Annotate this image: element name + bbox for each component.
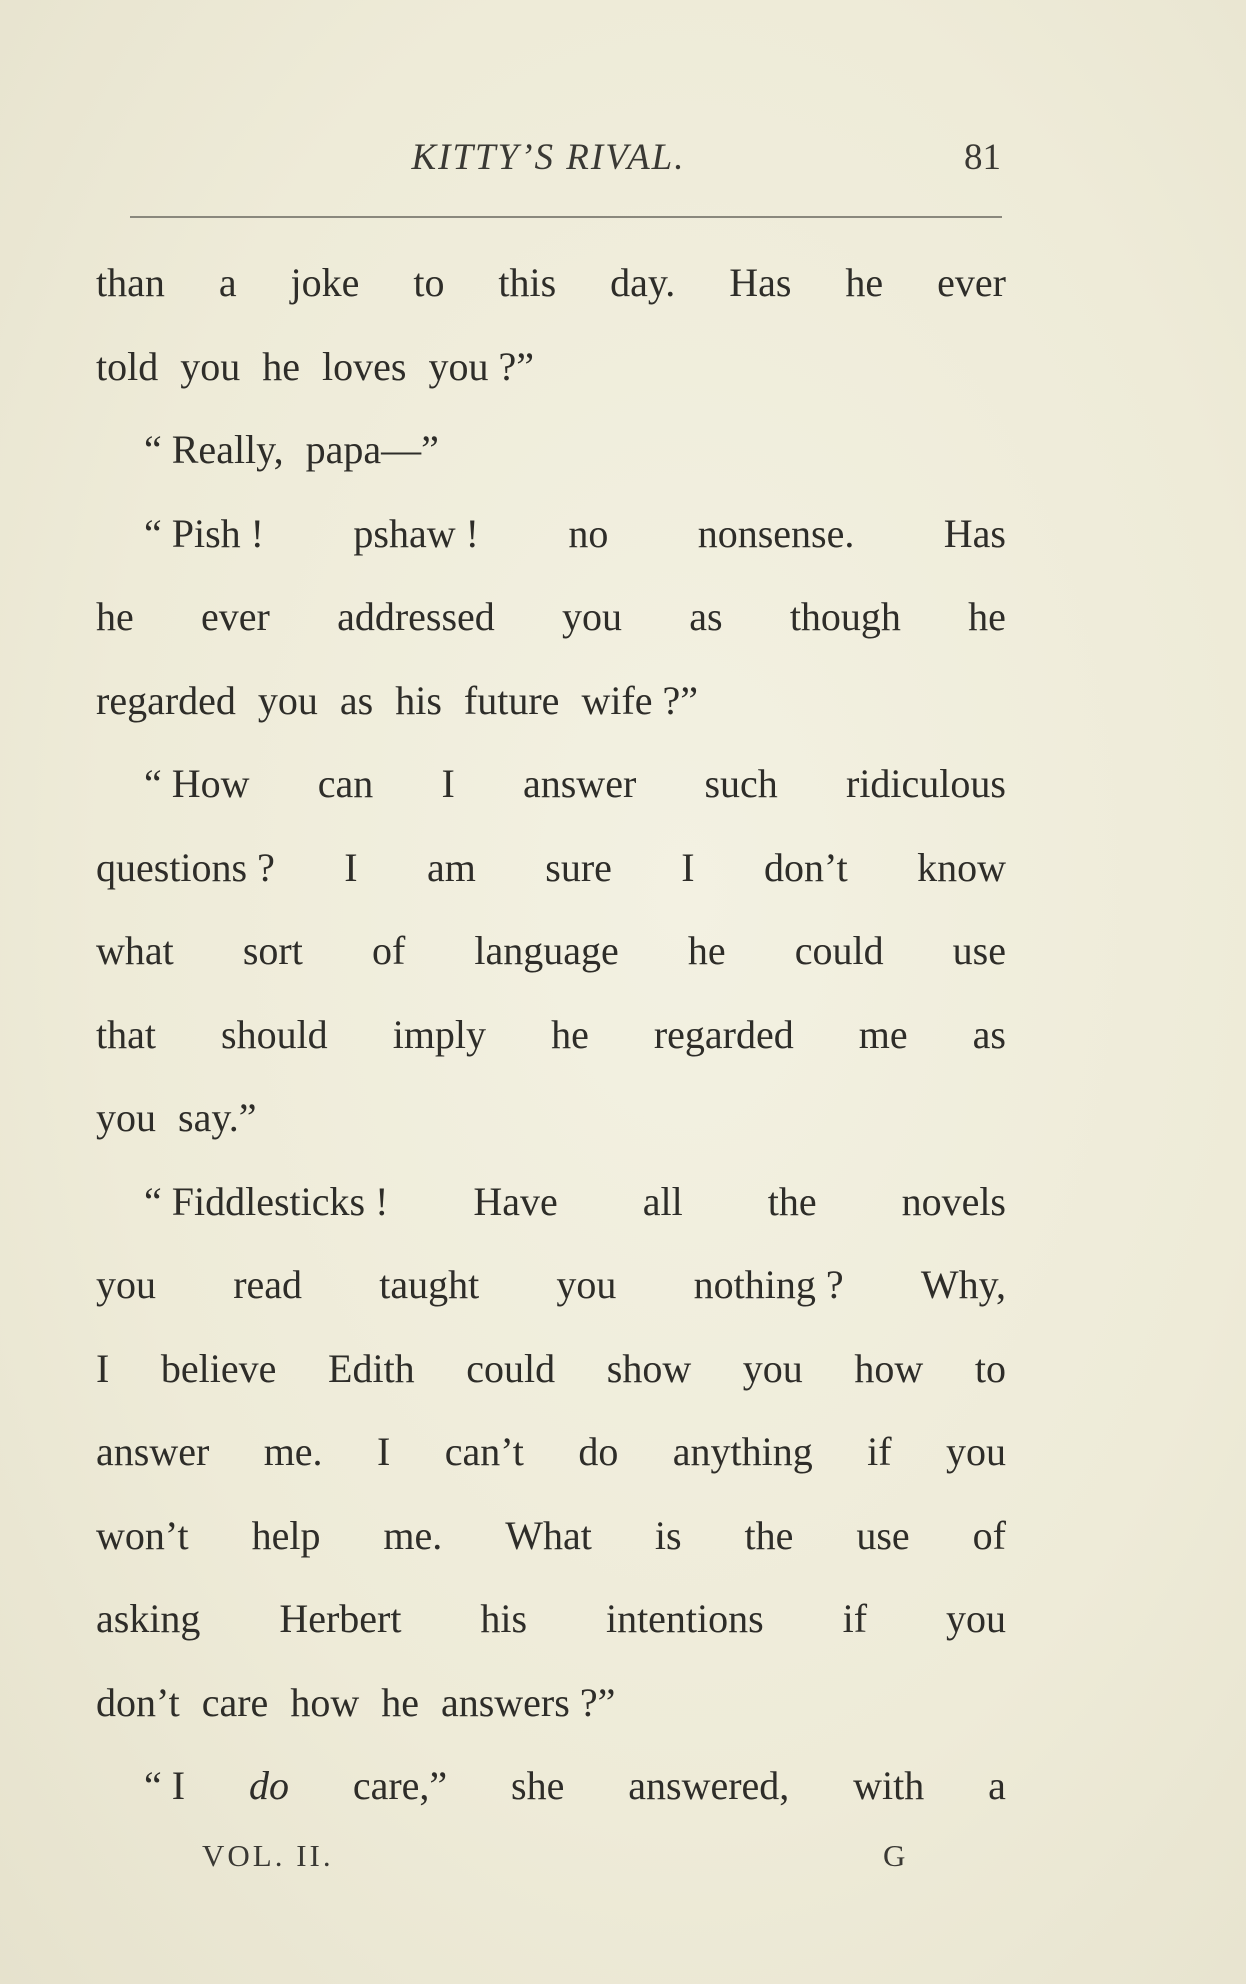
text-word: don’t — [96, 1679, 180, 1725]
text-word: “ Really, — [144, 427, 284, 472]
text-word: anything — [672, 1429, 813, 1474]
text-word: language — [474, 928, 619, 973]
text-word: future — [463, 677, 560, 723]
text-line — [96, 754, 1006, 838]
text-word: imply — [392, 1011, 487, 1057]
text-word: you — [180, 343, 241, 389]
text-word: me. — [383, 1512, 443, 1558]
text-word: “ How — [144, 761, 250, 806]
text-word: how — [290, 1679, 360, 1725]
text-word: know — [917, 844, 1006, 890]
text-word: Has — [729, 260, 792, 305]
text-word: Has — [943, 510, 1006, 556]
text-word: papa—” — [305, 427, 439, 472]
text-word: answers ?” — [440, 1679, 616, 1725]
text-word: as — [339, 677, 374, 723]
text-word: she — [511, 1763, 565, 1808]
text-word: he — [381, 1679, 419, 1725]
text-line — [96, 1756, 1006, 1840]
text-word: use — [856, 1512, 910, 1558]
text-word: care — [201, 1679, 269, 1725]
text-line — [96, 1339, 1006, 1423]
text-word: answered, — [628, 1763, 790, 1808]
text-word: wife ?” — [581, 677, 699, 723]
text-word: Have — [473, 1178, 558, 1224]
text-word: don’t — [764, 844, 848, 890]
text-word: can — [317, 761, 374, 806]
text-word: that — [96, 1011, 156, 1057]
text-word: intentions — [605, 1596, 764, 1641]
text-word: this — [498, 260, 557, 305]
text-word: a — [988, 1763, 1006, 1808]
text-line — [96, 1088, 1006, 1172]
text-word: novels — [901, 1178, 1006, 1224]
text-word: such — [704, 761, 778, 806]
text-line — [96, 838, 1006, 922]
text-word: I — [344, 844, 358, 890]
gathering-signature: G — [883, 1838, 906, 1873]
page-footer — [96, 1838, 1001, 1878]
text-word: he — [845, 260, 884, 305]
text-word: “ Pish ! — [144, 510, 264, 556]
text-word: you — [945, 1596, 1006, 1641]
page-header — [96, 136, 1001, 186]
text-word: he — [551, 1011, 589, 1057]
text-word: to — [413, 260, 445, 305]
text-word: he — [96, 594, 134, 639]
text-word: do — [578, 1429, 619, 1474]
text-word: nonsense. — [697, 510, 855, 556]
text-word: you — [257, 677, 318, 723]
volume-signature: VOL. II. — [202, 1838, 334, 1873]
text-word: regarded — [653, 1011, 794, 1057]
text-word: is — [654, 1512, 682, 1558]
text-word: sort — [242, 928, 303, 973]
text-word: he — [687, 928, 726, 973]
page-number: 81 — [964, 137, 1001, 178]
text-word: with — [853, 1763, 925, 1808]
text-word: me — [858, 1011, 908, 1057]
text-word: of — [972, 1512, 1006, 1558]
text-word: answer — [522, 761, 637, 806]
text-word: I — [681, 844, 695, 890]
text-word: show — [606, 1345, 692, 1391]
text-word: his — [480, 1596, 528, 1641]
text-line — [96, 253, 1006, 337]
text-word: he — [262, 343, 300, 389]
text-word: you — [96, 1095, 156, 1140]
text-word: you — [742, 1345, 803, 1391]
text-word: say.” — [178, 1095, 257, 1140]
text-word: joke — [290, 260, 360, 305]
text-word: though — [789, 594, 901, 639]
text-word: am — [426, 844, 476, 890]
text-word: ever — [201, 594, 270, 639]
body-text — [96, 253, 1006, 1840]
text-word: should — [221, 1011, 328, 1057]
text-word: sure — [545, 844, 612, 890]
text-line — [96, 1589, 1006, 1673]
text-word: day. — [610, 260, 676, 305]
text-word: if — [842, 1596, 868, 1641]
text-line — [96, 671, 1006, 755]
text-word: What — [505, 1512, 592, 1558]
text-word: questions ? — [96, 844, 275, 890]
text-word: ridiculous — [846, 761, 1006, 806]
text-line — [96, 337, 1006, 421]
text-word: his — [395, 677, 442, 723]
text-line — [96, 504, 1006, 588]
text-word: how — [854, 1345, 924, 1391]
running-title: KITTY’S RIVAL. — [411, 137, 686, 178]
text-word: you — [96, 1262, 156, 1307]
text-word: won’t — [96, 1512, 189, 1558]
text-word: no — [568, 510, 609, 556]
text-word: what — [96, 928, 174, 973]
text-word: pshaw ! — [353, 510, 479, 556]
text-word: you — [556, 1262, 617, 1307]
text-word: Why, — [920, 1262, 1006, 1307]
text-word: can’t — [444, 1429, 524, 1474]
text-word: taught — [379, 1262, 480, 1307]
text-word: read — [233, 1262, 303, 1307]
text-line — [96, 587, 1006, 671]
text-word: you ?” — [428, 343, 534, 389]
text-line — [96, 921, 1006, 1005]
text-word: do — [248, 1763, 289, 1808]
text-word: asking — [96, 1596, 201, 1641]
text-word: to — [974, 1345, 1006, 1391]
text-word: addressed — [337, 594, 495, 639]
text-word: than — [96, 260, 165, 305]
text-word: “ Fiddlesticks ! — [144, 1178, 389, 1224]
text-word: all — [642, 1178, 683, 1224]
text-word: me. — [263, 1429, 323, 1474]
text-line — [96, 1506, 1006, 1590]
text-word: told — [96, 343, 159, 389]
text-word: could — [794, 928, 884, 973]
text-word: loves — [322, 343, 407, 389]
text-word: a — [218, 260, 237, 305]
text-word: Edith — [328, 1345, 415, 1391]
text-word: Herbert — [279, 1596, 402, 1641]
text-word: regarded — [96, 677, 236, 723]
text-word: I — [96, 1345, 110, 1391]
header-rule — [130, 216, 1002, 218]
text-word: the — [744, 1512, 794, 1558]
text-word: I — [441, 761, 455, 806]
text-word: care,” — [352, 1763, 448, 1808]
text-line — [96, 1172, 1006, 1256]
text-word: answer — [96, 1429, 210, 1474]
text-word: I — [376, 1429, 391, 1474]
text-line — [96, 1422, 1006, 1506]
text-word: of — [371, 928, 406, 973]
text-word: could — [466, 1345, 556, 1391]
text-word: “ I — [144, 1763, 186, 1808]
text-word: if — [867, 1429, 892, 1474]
text-line — [96, 1673, 1006, 1757]
text-line — [96, 420, 1006, 504]
text-word: you — [562, 594, 623, 639]
text-word: ever — [937, 260, 1006, 305]
text-word: use — [952, 928, 1006, 973]
text-line — [96, 1255, 1006, 1339]
text-word: nothing ? — [693, 1262, 844, 1307]
text-word: he — [968, 594, 1006, 639]
text-word: the — [767, 1178, 817, 1224]
text-word: as — [689, 594, 723, 639]
text-word: believe — [160, 1345, 277, 1391]
text-word: you — [945, 1429, 1006, 1474]
text-line — [96, 1005, 1006, 1089]
text-word: help — [251, 1512, 321, 1558]
text-word: as — [972, 1011, 1006, 1057]
